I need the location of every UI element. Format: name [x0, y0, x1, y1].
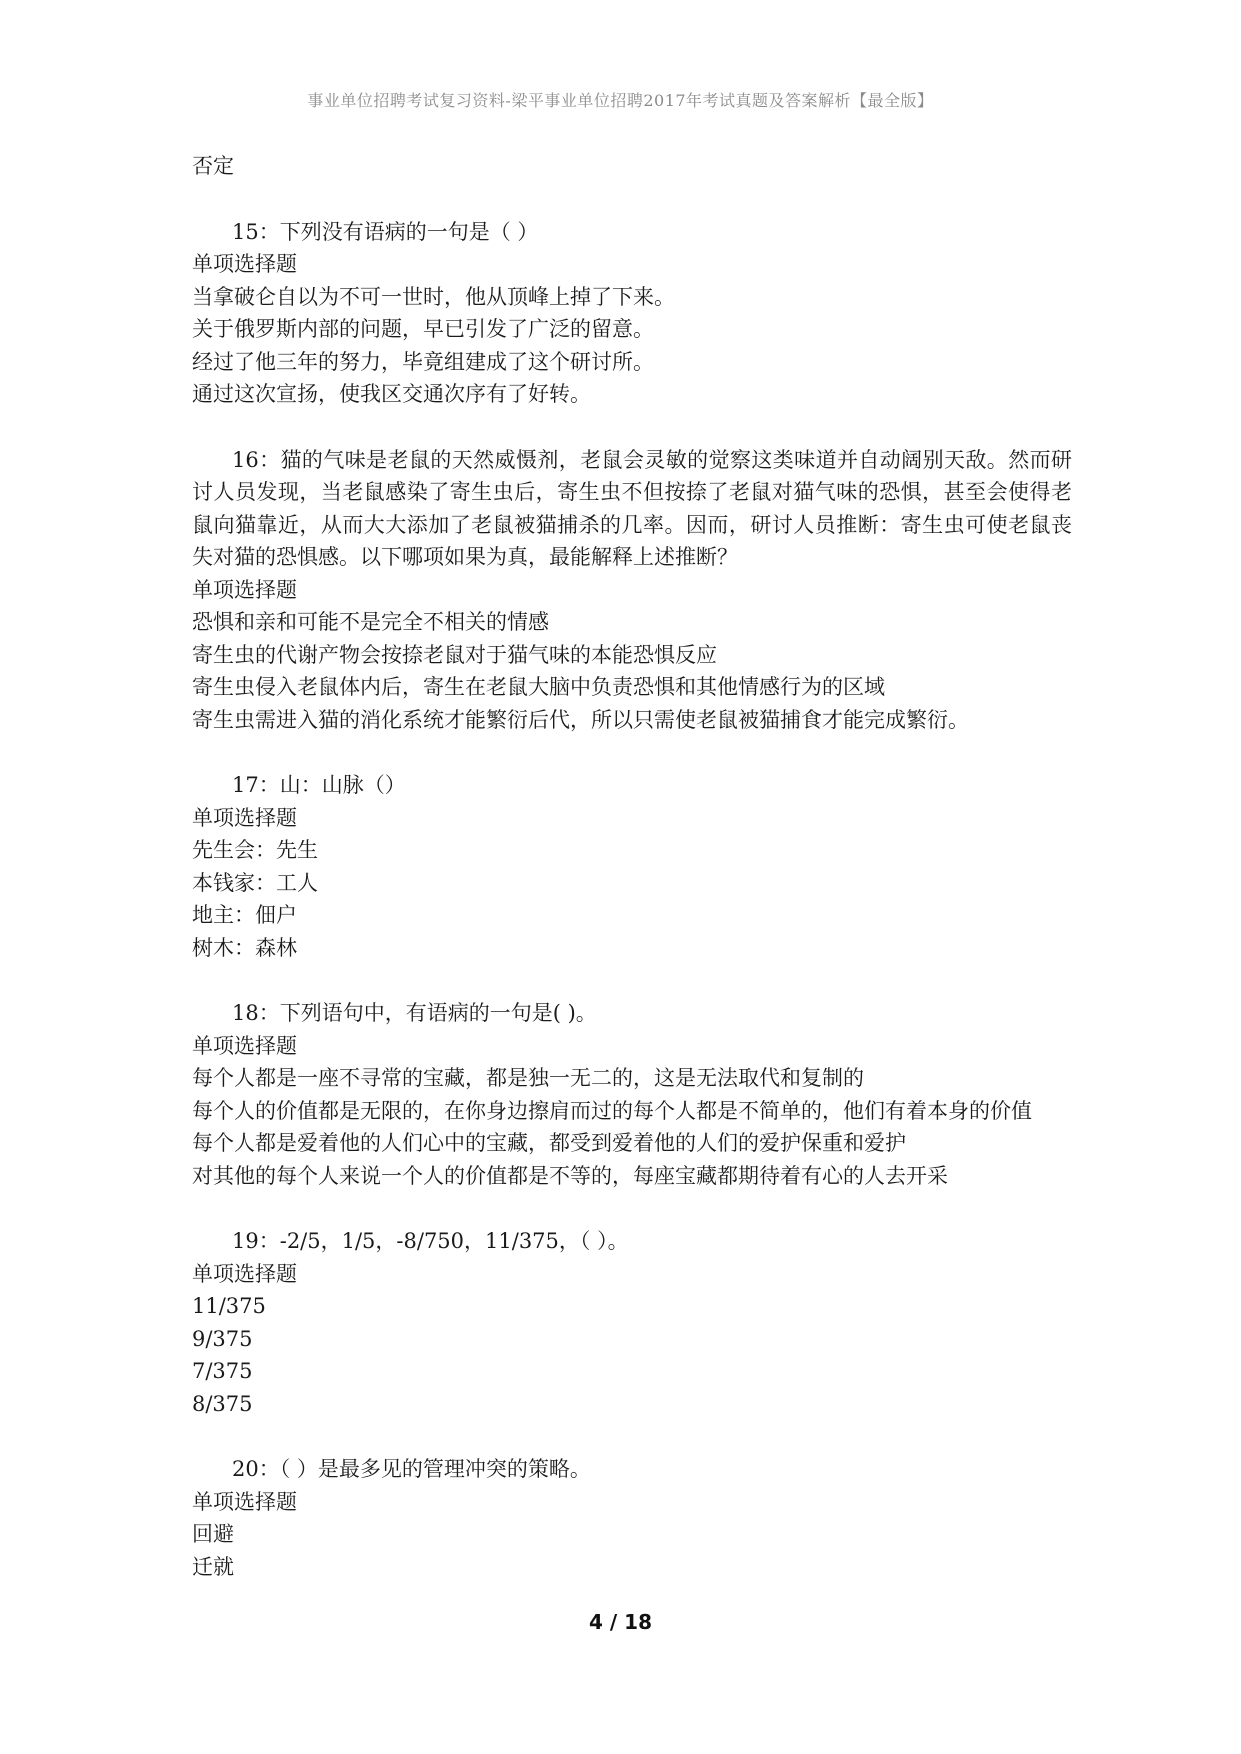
question-stem: 15：下列没有语病的一句是（ ） [232, 219, 539, 244]
option: 迁就 [192, 1554, 234, 1579]
question-17 [192, 769, 1072, 964]
option: 先生会：先生 [192, 838, 318, 862]
question-stem: 17：山：山脉（） [232, 773, 406, 797]
option: 寄生虫的代谢产物会按捺老鼠对于猫气味的本能恐惧反应 [192, 642, 717, 667]
question-18 [192, 997, 1072, 1192]
page-number: 4 / 18 [589, 1610, 652, 1634]
option: 8/375 [192, 1391, 253, 1416]
question-15 [192, 216, 1072, 411]
option: 每个人的价值都是无限的，在你身边擦肩而过的每个人都是不简单的，他们有着本身的价值 [192, 1098, 1032, 1123]
question-stem: 16：猫的气味是老鼠的天然威慑剂，老鼠会灵敏的觉察这类味道并自动阔别天敌。然而研讨人员发现，当老鼠感染了寄生虫后，寄生虫不但按捺了老鼠对猫气味的恐惧，甚至会使得老鼠向猫靠近，从而大大添加了老鼠被猫捕杀的几率。因而，研讨人员推断：寄生虫可使老鼠丧失对猫的恐惧感。以下哪项如果为真，最能解释上述推断？ [192, 447, 1072, 569]
option: 通过这次宣扬，使我区交通次序有了好转。 [192, 382, 591, 406]
option: 每个人都是爱着他的人们心中的宝藏，都受到爱着他的人们的爱护保重和爱护 [192, 1131, 906, 1155]
option: 9/375 [192, 1326, 253, 1351]
question-16 [192, 444, 1072, 737]
option: 寄生虫侵入老鼠体内后，寄生在老鼠大脑中负责恐惧和其他情感行为的区域 [192, 675, 885, 699]
question-stem: 18：下列语句中，有语病的一句是( )。 [232, 1001, 597, 1025]
question-type: 单项选择题 [192, 577, 297, 602]
question-stem: 19：-2/5，1/5，-8/750，11/375，（ ）。 [232, 1229, 629, 1253]
question-type: 单项选择题 [192, 805, 297, 830]
question-20 [192, 1453, 1072, 1583]
option: 每个人都是一座不寻常的宝藏，都是独一无二的，这是无法取代和复制的 [192, 1066, 864, 1090]
option: 本钱家：工人 [192, 870, 318, 895]
page-header: 事业单位招聘考试复习资料-梁平事业单位招聘2017年考试真题及答案解析【最全版】 [307, 91, 934, 110]
page-content [192, 150, 1072, 1583]
option: 7/375 [192, 1359, 253, 1383]
option: 11/375 [192, 1294, 266, 1318]
leading-option: 否定 [192, 154, 234, 178]
question-stem: 20：（ ）是最多见的管理冲突的策略。 [232, 1457, 591, 1481]
option: 地主：佃户 [192, 903, 297, 927]
option: 当拿破仑自以为不可一世时，他从顶峰上掉了下来。 [192, 284, 675, 309]
option: 寄生虫需进入猫的消化系统才能繁衍后代，所以只需使老鼠被猫捕食才能完成繁衍。 [192, 707, 969, 732]
question-19 [192, 1225, 1072, 1420]
option: 对其他的每个人来说一个人的价值都是不等的，每座宝藏都期待着有心的人去开采 [192, 1163, 948, 1188]
question-type: 单项选择题 [192, 1033, 297, 1058]
option: 回避 [192, 1522, 234, 1546]
option: 恐惧和亲和可能不是完全不相关的情感 [192, 610, 549, 634]
option: 经过了他三年的努力，毕竟组建成了这个研讨所。 [192, 349, 654, 374]
option: 关于俄罗斯内部的问题，早已引发了广泛的留意。 [192, 317, 654, 341]
question-type: 单项选择题 [192, 252, 297, 276]
option: 树木：森林 [192, 935, 297, 960]
question-type: 单项选择题 [192, 1489, 297, 1514]
question-type: 单项选择题 [192, 1261, 297, 1286]
